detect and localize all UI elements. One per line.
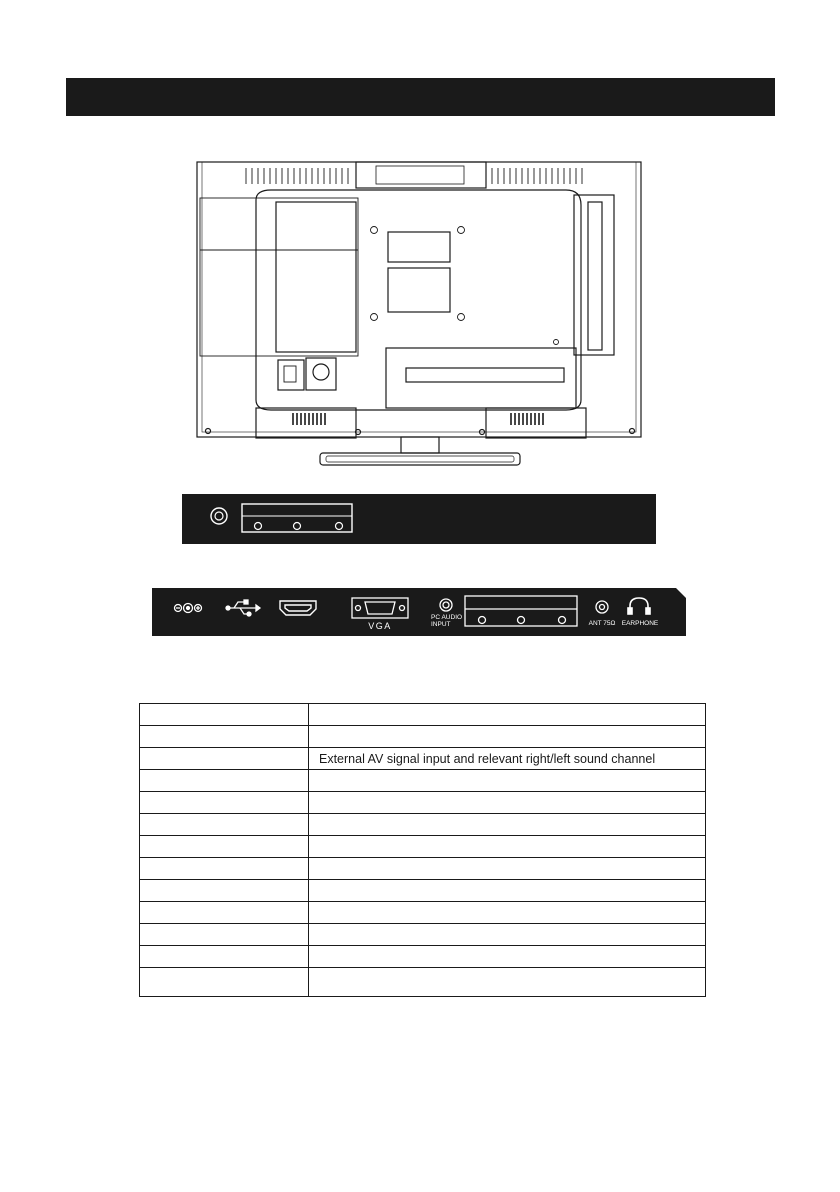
table-cell-description xyxy=(309,902,706,924)
table-cell-name xyxy=(140,924,309,946)
table-cell-description xyxy=(309,968,706,997)
table-cell-description xyxy=(309,792,706,814)
table-row xyxy=(140,902,706,924)
table-cell-name xyxy=(140,748,309,770)
table-row xyxy=(140,770,706,792)
table-cell-description xyxy=(309,946,706,968)
vga-label: VGA xyxy=(368,621,392,631)
table-cell-description xyxy=(309,726,706,748)
table-row xyxy=(140,836,706,858)
table-cell-description xyxy=(309,924,706,946)
tv-rear-view-illustration xyxy=(196,160,644,470)
table-row xyxy=(140,880,706,902)
table-cell-name xyxy=(140,726,309,748)
table-row xyxy=(140,968,706,997)
connection-description-table xyxy=(139,703,706,997)
table-cell-name xyxy=(140,946,309,968)
table-row xyxy=(140,858,706,880)
table-cell-description: External AV signal input and relevant right/left sound channel xyxy=(309,748,706,770)
table-cell-name xyxy=(140,902,309,924)
table-cell-name xyxy=(140,880,309,902)
table-cell-name xyxy=(140,792,309,814)
earphone-label: EARPHONE xyxy=(621,620,659,627)
table-row xyxy=(140,814,706,836)
section-title-bar xyxy=(66,78,775,116)
table-cell-name xyxy=(140,814,309,836)
table-cell-name xyxy=(140,968,309,997)
table-cell-description xyxy=(309,770,706,792)
pc-audio-label-line1: PC AUDIO xyxy=(431,614,463,621)
pc-audio-label-line2: INPUT xyxy=(431,621,451,628)
table-cell-description xyxy=(309,814,706,836)
table-row xyxy=(140,924,706,946)
table-cell-description xyxy=(309,704,706,726)
side-connector-panel xyxy=(182,494,656,544)
table-cell-description xyxy=(309,836,706,858)
table-row xyxy=(140,946,706,968)
antenna-label: ANT 75Ω xyxy=(588,620,616,627)
table-cell-name xyxy=(140,704,309,726)
table-cell-name xyxy=(140,836,309,858)
table-cell-description xyxy=(309,880,706,902)
table-row xyxy=(140,704,706,726)
table-row xyxy=(140,726,706,748)
table-cell-name xyxy=(140,858,309,880)
table-cell-name xyxy=(140,770,309,792)
table-row xyxy=(140,748,706,770)
rear-connector-panel xyxy=(152,588,686,636)
table-row xyxy=(140,792,706,814)
table-cell-description xyxy=(309,858,706,880)
